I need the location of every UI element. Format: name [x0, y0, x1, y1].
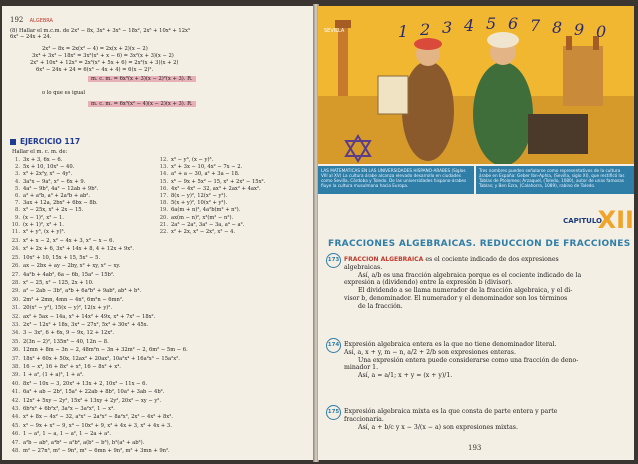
exercise-number: 23.: [11, 238, 20, 244]
digit-glyph: 7: [530, 16, 541, 35]
exercise-text: x⁴ + 8x − 4x² − 32, a²x² − 2a²x² − 8a²x², 2x² − 4x² + 8x².: [23, 414, 173, 421]
exercise-number: 7.: [15, 200, 20, 207]
exercise-item: [6, 272, 115, 278]
exercise-text: x³ − 25x, x² + 2x − 15.: [23, 207, 84, 214]
exercise-text: 3a²x − 9a², x² − 6x + 9.: [23, 178, 86, 185]
exercise-number: 14.: [159, 171, 168, 178]
definition-line: [358, 424, 518, 432]
exercise-text: ax(m − n)², x³(m² − n²).: [171, 214, 234, 221]
problem-line: [88, 76, 196, 82]
exercise-text: 3x + 3, 6x − 6.: [23, 157, 63, 163]
exercise-item: [6, 288, 141, 294]
page-header: [10, 16, 53, 24]
exercise-text: a² + a − 30, a² + 3a − 18.: [171, 171, 240, 178]
caption-left: LAS MATEMATICAS EN LAS UNIVERSIDADES HISPANO-ARABES (Siglos VIII al XV) La cultura árabe alcanza elevado desarrollo en ciudades como Sevilla, Córdoba y Toledo. De las universidades hispano-árabes fluye la cultura musulmana hacia Europa.: [318, 166, 474, 194]
exercise-item: [6, 255, 100, 261]
exercise-item: [6, 171, 72, 177]
definition-line: [344, 341, 556, 349]
exercise-item: [6, 314, 155, 320]
exercise-item: [6, 297, 124, 303]
exercise-number: 41.: [11, 389, 20, 396]
illustration: [318, 6, 634, 164]
exercise-number: 5.: [15, 185, 20, 192]
exercise-number: 8.: [15, 207, 20, 214]
exercise-text: 2m² + 2mn, 4mn − 4n², 6m²n − 6mn².: [23, 296, 124, 303]
exercise-text: 6b²x² + 6b²x³, 3a²x − 3a²x², 1 − x⁴.: [23, 406, 115, 412]
exercise-item: [154, 186, 261, 192]
exercise-text: 2a³ − 2a², 3a² − 3a, a⁴ − a².: [171, 221, 245, 228]
exercise-text: 4a²b + 4ab², 6a − 6b, 15a² − 15b².: [23, 271, 115, 278]
digit-glyph: 2: [420, 20, 431, 39]
exercise-number: 35.: [11, 338, 20, 345]
definition-text: Así, a/b es una fracción algebraica porque es el cociente indicado de la: [358, 271, 582, 279]
definition-text: Así, a + b/c y x − 3/(x − a) son expresiones mixtas.: [358, 423, 518, 431]
exercise-text: a² − 2ab − 3b², a⁴b + 6a²b² + 9ab², ab⁴ + b⁴.: [23, 288, 142, 295]
exercise-text: 12mn + 8m − 3n − 2, 48m²n − 3n + 32m² − 2, 6m² − 5m − 6.: [23, 347, 188, 354]
definition-line: [344, 349, 516, 357]
definition-text: Así, a, x + y, m − n, a/2 + 2/b son expresiones enteras.: [344, 348, 516, 356]
exercise-item: [6, 356, 180, 362]
exercise-item: [6, 448, 170, 454]
exercise-number: 13.: [159, 164, 168, 171]
exercise-item: [6, 322, 148, 328]
exercise-item: [6, 263, 120, 269]
result-highlight: m. c. m. = 6x³(x² − 4)(x − 2)(x + 3). R.: [88, 101, 196, 107]
exercise-text: a³ + a²b, a³ + 2a²b + ab².: [23, 193, 91, 199]
item-number-badge: 175: [326, 405, 341, 420]
definition-line: [358, 272, 581, 280]
exercise-number: 16.: [159, 185, 168, 192]
exercise-text: x³ + y³, (x + y)³.: [23, 229, 66, 235]
exercise-item: [6, 381, 147, 387]
definition-line: [344, 279, 513, 287]
exercise-item: [154, 171, 240, 177]
exercise-number: 44.: [11, 414, 20, 421]
exercise-number: 24.: [11, 246, 20, 253]
exercise-item: [154, 157, 213, 163]
exercise-item: [6, 339, 109, 345]
term-highlight: FRACCION ALGEBRAICA: [344, 256, 426, 263]
caption-right: Tres nombres pueden señalarse como representativos de la cultura árabe en España: Geber Ibn-Aphla, (Sevilla, siglo XI), que rectificó las Tablas de Ptolomeo; Arzaquel, (Toledo, 1080), autor de unas famosas Tablas; y Ben Ezra, (Calahorra, 1089), rabino de Toledo.: [476, 166, 634, 194]
definition-line: [344, 264, 382, 272]
exercise-text: x² + 3x − 10, 4x² − 7x − 2.: [171, 164, 243, 171]
exercise-item: [6, 207, 83, 213]
exercise-item: [6, 431, 111, 437]
exercise-item: [6, 157, 62, 163]
exercise-number: 40.: [11, 380, 20, 387]
definition-text: Una expresión entera puede considerarse como una fracción de deno-: [358, 356, 579, 364]
page-number: 192: [10, 16, 24, 24]
definition-text: visor b, denominador. El numerador y el denominador son los términos: [344, 295, 568, 302]
digit-glyph: 5: [486, 14, 497, 33]
exercise-item: [6, 347, 188, 353]
exercise-item: [154, 200, 227, 206]
exercise-item: [6, 280, 94, 286]
exercise-number: 36.: [11, 347, 20, 354]
exercise-number: 39.: [11, 372, 20, 379]
exercise-item: [6, 186, 98, 192]
digit-glyph: 6: [508, 14, 519, 33]
item-number-badge: 174: [326, 338, 341, 353]
right-page: [318, 6, 634, 460]
exercise-item: [6, 389, 164, 395]
exercise-number: 18.: [159, 200, 168, 207]
chapter-numeral: XII: [597, 206, 634, 234]
chapter-label: CAPITULO: [563, 217, 602, 225]
exercise-number: 3.: [15, 171, 20, 178]
exercise-number: 30.: [11, 296, 20, 303]
exercise-item: [6, 364, 121, 370]
exercise-text: 8(x − y)², 12(x² − y²).: [171, 193, 228, 199]
definition-line: [358, 287, 572, 295]
problem-line: 6x³ − 24x + 24 = 6(x³ − 4x + 4) = 6(x − 2)².: [36, 67, 154, 73]
definition-text: es el cociente indicado de dos expresiones: [425, 256, 559, 263]
exercise-text: (x + 1)², x² + 1.: [23, 221, 64, 228]
exercise-item: [154, 215, 233, 221]
exercise-number: 2.: [15, 164, 20, 171]
exercise-item: [154, 229, 235, 235]
exercise-text: 3 − 3x², 6 + 6x, 9 − 9x, 12 + 12x².: [23, 330, 114, 337]
exercise-text: x² − 25, x² − 125, 2x + 10.: [23, 280, 94, 286]
exercise-number: 6.: [15, 193, 20, 199]
exercise-item: [6, 423, 172, 429]
exercise-number: 46.: [11, 431, 20, 438]
definition-line: [344, 416, 384, 424]
exercise-text: 5x + 10, 10x² − 40.: [23, 164, 75, 171]
exercise-item: [6, 406, 115, 412]
exercise-number: 29.: [11, 288, 20, 295]
definition-text: Así, a = a/1; x + y = (x + y)/1.: [358, 372, 453, 380]
exercise-number: 48.: [11, 448, 20, 454]
exercise-number: 15.: [159, 178, 168, 185]
problem-line: 2x³ − 8x = 2x(x² − 4) = 2x(x + 2)(x − 2): [42, 46, 148, 52]
exercise-text: 2(3n − 2)², 135n³ − 40, 12n − 8.: [23, 338, 109, 345]
definition-line: [344, 364, 378, 372]
exercise-number: 43.: [11, 406, 20, 412]
exercise-text: x⁶ − 9x + 5x² − 15, x² + 2x² − 15x².: [171, 178, 266, 185]
exercise-item: [154, 179, 265, 185]
exercise-item: [6, 330, 114, 336]
left-page: [2, 6, 314, 460]
exercise-text: x² + 2x + 6, 3x² + 14x + 8, 4 + 12x + 9x².: [23, 246, 134, 253]
exercise-text: 4x² − 4x² − 32, ax³ + 2ax² + 4ax².: [171, 185, 261, 192]
definition-line: [358, 357, 578, 365]
exercise-text: 3ax + 12a, 2bx² + 6bx − 8b.: [23, 200, 98, 207]
exercise-number: 47.: [11, 439, 20, 446]
exercise-text: 2x³ − 12x² + 18x, 3x⁴ − 27x², 5x³ + 30x² + 45x.: [23, 322, 149, 328]
definition-text: algebraicas.: [344, 263, 383, 271]
exercise-item: [6, 229, 65, 235]
exercise-item: [154, 164, 242, 170]
exercise-number: 31.: [11, 305, 20, 312]
definition-line: [358, 372, 452, 380]
digit-glyph: 8: [552, 18, 563, 37]
exercise-number: 17.: [159, 193, 168, 199]
exercise-item: [6, 414, 173, 420]
exercise-text: 6a(m + n)², 4a²b(m² + n²).: [171, 207, 241, 214]
problem-line: [88, 101, 196, 107]
exercise-number: 42.: [11, 397, 20, 404]
exercise-number: 33.: [11, 322, 20, 328]
definition-text: fraccionaria.: [344, 415, 384, 423]
definition-text: de la fracción.: [358, 302, 403, 310]
exercise-number: 12.: [159, 157, 168, 163]
exercise-title: EJERCICIO 117: [10, 137, 80, 146]
exercise-text: ax² + 5ax − 14a, x³ + 14x² + 49x, x⁴ + 7x³ − 18x².: [23, 313, 156, 320]
digit-glyph: 4: [464, 16, 475, 35]
exercise-text: (x − 1)², x² − 1.: [23, 214, 64, 221]
exercise-number: 25.: [11, 254, 20, 261]
exercise-item: [6, 398, 161, 404]
exercise-text: a²b − ab³, a⁴b² − a²b⁴, a(b² − b³), b²(a³ + ab²).: [23, 439, 145, 446]
exercise-number: 1.: [15, 157, 20, 163]
exercise-item: [6, 305, 112, 311]
section-label: ALGEBRA: [29, 18, 53, 24]
exercise-number: 27.: [11, 271, 20, 278]
result-highlight: m. c. m. = 6x³(x + 3)(x − 2)²(x + 3). R.: [88, 76, 196, 82]
exercise-text: 10x² + 10, 15x + 15, 5x² − 5.: [23, 254, 101, 261]
exercise-item: [6, 372, 84, 378]
exercise-number: 9.: [15, 214, 20, 221]
exercise-text: ax − 2bx + ay − 2by, x² + xy, x² − xy.: [23, 263, 121, 270]
exercise-item: [6, 238, 114, 244]
problem-line: 6x⁵ − 24x + 24.: [10, 34, 52, 40]
exercise-text: 12x² + 5xy − 2y², 15x² + 13xy + 2y², 20x² − xy − y².: [23, 397, 162, 404]
exercise-text: 5(x + y)², 10(x² + y²).: [171, 200, 228, 207]
exercise-number: 34.: [11, 330, 20, 337]
page-number: 193: [468, 444, 482, 452]
exercise-item: [6, 164, 74, 170]
digit-glyph: 0: [596, 22, 607, 41]
exercise-number: 45.: [11, 422, 20, 429]
exercise-number: 11.: [11, 229, 20, 235]
exercise-text: 1 − a³, 1 − a, 1 − a², 1 − 2a + a².: [23, 431, 111, 438]
definition-line: [358, 303, 403, 311]
exercise-text: 4a² − 9b², 4a² − 12ab + 9b².: [23, 185, 99, 192]
exercise-number: 38.: [11, 364, 20, 370]
exercise-number: 32.: [11, 313, 20, 320]
digit-glyph: 9: [574, 20, 585, 39]
definition-text: expresión a (dividendo) entre la expresión b (divisor).: [344, 279, 513, 287]
exercise-item: [6, 215, 64, 221]
digit-glyph: 1: [398, 22, 409, 41]
digit-glyph: 3: [442, 18, 453, 37]
exercise-number: 4.: [15, 178, 20, 185]
definition-text: Expresión algebraica entera es la que no tiene denominador literal.: [344, 341, 557, 348]
exercise-item: [154, 222, 244, 228]
definition-text: El dividendo a se llama numerador de la fracción algebraica, y el di-: [358, 287, 573, 295]
exercise-text: 16 − x⁴, 16 + 8x² + x⁴, 16 − 8x² + x⁴.: [23, 364, 121, 370]
definition-text: Expresión algebraica mixta es la que consta de parte entera y parte: [344, 408, 558, 415]
exercise-number: 21.: [159, 221, 168, 228]
exercise-item: [6, 193, 90, 199]
definition-line: [344, 256, 559, 264]
exercise-number: 26.: [11, 263, 20, 270]
exercise-number: 28.: [11, 280, 20, 286]
problem-line: 3x⁴ + 3x³ − 18x² = 3x²(x² + x − 6) = 3x²(x + 3)(x − 2): [32, 53, 174, 59]
exercise-number: 19.: [159, 207, 168, 214]
exercise-number: 37.: [11, 355, 20, 362]
exercise-text: x³ − 9x + x² − 9, x⁴ − 10x² + 9, x² + 4x + 3, x² + 4x + 3.: [23, 422, 172, 429]
scholars-illustration: [318, 6, 634, 164]
problem-line: 2x⁵ + 10x⁴ + 12x³ = 2x³(x² + 5x + 6) = 2x³(x + 3)(x + 2): [30, 60, 179, 66]
exercise-intro: Hallar el m. c. m. de:: [12, 149, 68, 155]
problem-line: (8) Hallar el m.c.m. de 2x³ − 8x, 3x⁴ + 3x³ − 18x², 2x⁵ + 10x⁴ + 12x³: [10, 28, 190, 34]
exercise-text: 18x² + 60x + 50x, 12ax² + 20ax², 10a²x⁴ + 16a²x³ − 15a²x².: [23, 355, 180, 362]
exercise-item: [6, 246, 134, 252]
exercise-text: 1 + a², (1 + a)², 1 + a³.: [23, 372, 84, 379]
exercise-item: [6, 200, 98, 206]
city-label: SEVILLA: [324, 28, 345, 34]
exercise-item: [6, 222, 64, 228]
exercise-item: [6, 179, 85, 185]
item-number-badge: 173: [326, 253, 341, 268]
exercise-number: 10.: [11, 221, 20, 228]
bullet-icon: [10, 139, 16, 145]
problem-line: o lo que es igual: [42, 90, 86, 96]
exercise-text: m² − 27n³, m² − 9n², m² − 6mn + 9n², m² + 3mn + 9n².: [23, 448, 170, 454]
exercise-text: x³ − y³, (x − y)³.: [171, 157, 214, 163]
exercise-number: 20.: [159, 214, 168, 221]
exercise-text: 20(x² − y²), 15(x − y)², 12(x + y)².: [23, 305, 113, 312]
exercise-item: [6, 440, 144, 446]
exercise-number: 22.: [159, 229, 168, 235]
exercise-item: [154, 207, 240, 213]
exercise-text: 6a² + ab − 2b², 15a² + 22ab + 8b², 10a² + 3ab − 4b².: [23, 389, 165, 396]
exercise-item: [154, 193, 227, 199]
definition-line: [344, 295, 567, 303]
definition-line: [344, 408, 557, 416]
exercise-text: 8x³ − 10x − 3, 20x² + 13x + 2, 10x² − 11x − 6.: [23, 380, 148, 387]
exercise-text: x³ + 2x²y, x² − 4y².: [23, 171, 73, 178]
section-title: FRACCIONES ALGEBRAICAS. REDUCCION DE FRACCIONES: [328, 239, 631, 249]
exercise-text: x² + x − 2, x² − 4x + 3, x² − x − 6.: [23, 238, 115, 244]
exercise-text: x² + 2x, x³ − 2x², x² − 4.: [171, 229, 236, 235]
definition-text: minador 1.: [344, 364, 379, 372]
